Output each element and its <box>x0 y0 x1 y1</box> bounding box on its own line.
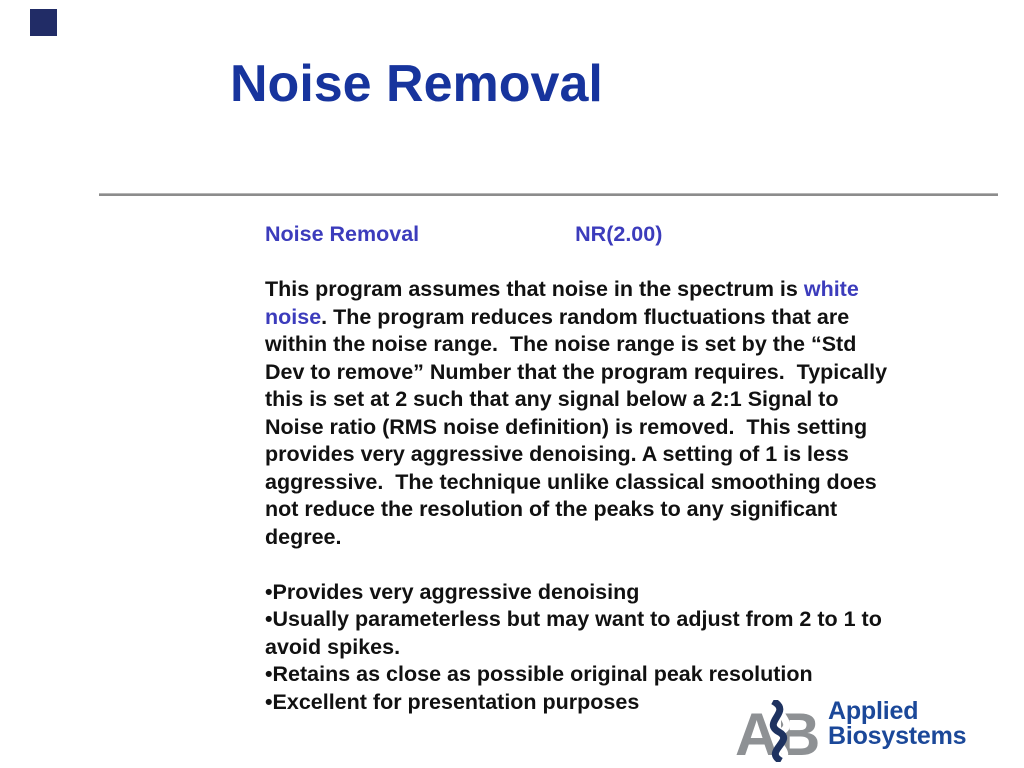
text-segment: Noise Removal <box>265 222 420 246</box>
text-segment: •Provides very aggressive denoising <box>265 579 640 604</box>
paragraph-line <box>265 331 955 359</box>
paragraph-line <box>265 441 955 469</box>
text-segment: aggressive. The technique unlike classical smoothing does <box>265 469 877 494</box>
text-segment: this is set at 2 such that any signal below a 2:1 Signal to <box>265 387 839 411</box>
text-segment: This program assumes that noise in the spectrum is <box>265 277 804 301</box>
logo-wordmark <box>828 699 966 749</box>
blank-line <box>265 551 955 579</box>
bullet-item <box>265 661 955 689</box>
paragraph-line <box>265 524 955 552</box>
text-segment: not reduce the resolution of the peaks to any significant <box>265 497 838 521</box>
program-header-line <box>265 221 955 249</box>
title-divider-rule <box>99 193 998 196</box>
paragraph-line <box>265 359 955 387</box>
text-segment: . The program reduces random fluctuations that are <box>321 304 850 329</box>
text-segment: •Usually parameterless but may want to adjust from 2 to 1 to <box>265 607 882 631</box>
text-segment: white <box>803 277 859 301</box>
text-segment: noise <box>265 304 322 329</box>
bullet-item <box>265 606 955 634</box>
bullet-item-continuation <box>265 634 955 662</box>
ab-monogram-icon <box>735 700 830 762</box>
text-segment: •Retains as close as possible original peak resolution <box>265 662 813 686</box>
text-segment: •Excellent for presentation purposes <box>265 689 640 714</box>
monogram-letter-b: B <box>777 701 821 762</box>
paragraph-line <box>265 496 955 524</box>
text-segment: within the noise range. The noise range is set by the “Std <box>265 332 857 356</box>
text-segment: provides very aggressive denoising. A setting of 1 is less <box>265 442 849 466</box>
text-segment: degree. <box>265 524 342 549</box>
corner-decor-square <box>30 9 57 36</box>
logo-wordmark-line2: Biosystems <box>828 722 967 750</box>
paragraph-line <box>265 414 955 442</box>
applied-biosystems-logo <box>735 698 1015 764</box>
monogram-letter-a: A <box>735 701 779 762</box>
text-segment: Noise ratio (RMS noise definition) is removed. This setting <box>265 414 868 439</box>
paragraph-line <box>265 386 955 414</box>
paragraph-line <box>265 276 955 304</box>
blank-line <box>265 249 955 277</box>
text-segment: avoid spikes. <box>265 634 401 659</box>
text-segment: Dev to remove” Number that the program requires. Typically <box>265 359 888 384</box>
logo-wordmark-line1: Applied <box>828 697 919 725</box>
slide-title: Noise Removal <box>230 55 603 113</box>
paragraph-line <box>265 469 955 497</box>
paragraph-line <box>265 304 955 332</box>
body-text-block <box>265 221 955 716</box>
bullet-item <box>265 579 955 607</box>
text-segment: NR(2.00) <box>575 222 663 246</box>
